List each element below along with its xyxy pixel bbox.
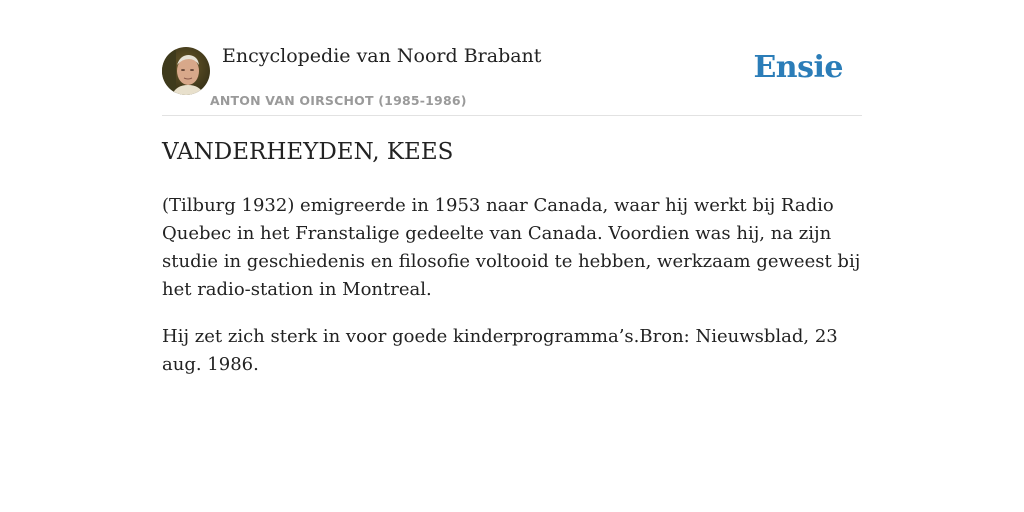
author-avatar[interactable] — [162, 47, 210, 95]
book-title-link[interactable]: Encyclopedie van Noord Brabant — [222, 45, 542, 67]
entry-body — [162, 192, 862, 398]
page-header — [162, 44, 862, 116]
ensie-logo[interactable]: Ensie — [753, 50, 843, 85]
author-portrait-icon — [162, 47, 210, 95]
entry-paragraph: (Tilburg 1932) emigreerde in 1953 naar Canada, waar hij werkt bij Radio Quebec in het Franstalige gedeelte van Canada. Voordien was hij, na zijn studie in geschiedenis en filosofie voltooid te hebben, werkzaam geweest bij het radio-station in Montreal. — [162, 195, 861, 300]
entry-title: VANDERHEYDEN, KEES — [162, 139, 454, 165]
author-name[interactable]: ANTON VAN OIRSCHOT (1985-1986) — [210, 93, 467, 108]
entry-paragraph: Hij zet zich sterk in voor goede kinderprogramma’s.Bron: Nieuwsblad, 23 aug. 1986. — [162, 326, 838, 375]
